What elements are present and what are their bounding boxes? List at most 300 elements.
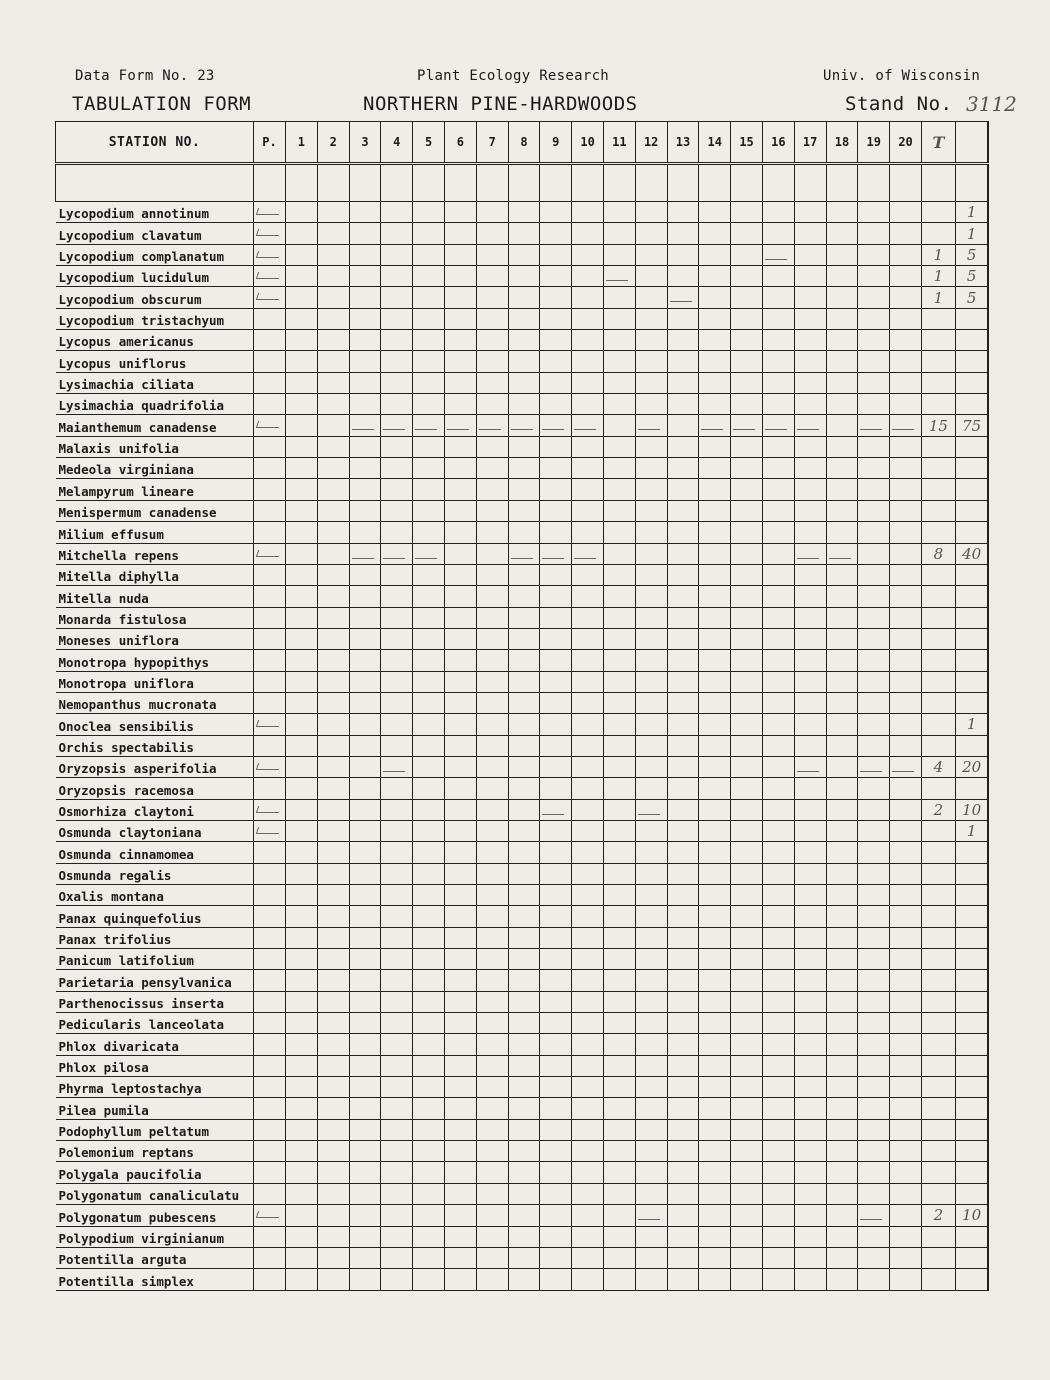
total-cell[interactable] (921, 1247, 955, 1268)
station-cell[interactable] (476, 1119, 508, 1140)
station-cell[interactable] (349, 607, 381, 628)
station-cell[interactable] (540, 1055, 572, 1076)
station-cell[interactable] (349, 202, 381, 223)
station-cell[interactable] (699, 628, 731, 649)
frequency-cell[interactable] (955, 692, 988, 713)
total-cell[interactable] (921, 202, 955, 223)
presence-cell[interactable] (254, 842, 286, 863)
station-cell[interactable] (444, 1119, 476, 1140)
station-cell[interactable] (476, 1183, 508, 1204)
frequency-cell[interactable] (955, 522, 988, 543)
station-cell[interactable] (572, 1098, 604, 1119)
station-cell[interactable] (858, 1247, 890, 1268)
station-cell[interactable] (731, 394, 763, 415)
station-cell[interactable] (635, 415, 667, 436)
station-cell[interactable] (413, 394, 445, 415)
station-cell[interactable] (794, 586, 826, 607)
presence-cell[interactable] (254, 1205, 286, 1226)
station-cell[interactable] (572, 671, 604, 692)
station-cell[interactable] (794, 330, 826, 351)
station-cell[interactable] (762, 735, 794, 756)
station-cell[interactable] (381, 970, 413, 991)
station-cell[interactable] (286, 949, 318, 970)
station-cell[interactable] (635, 1055, 667, 1076)
station-cell[interactable] (444, 1077, 476, 1098)
total-cell[interactable] (921, 885, 955, 906)
station-cell[interactable] (476, 244, 508, 265)
station-cell[interactable] (349, 778, 381, 799)
station-cell[interactable] (381, 906, 413, 927)
station-cell[interactable] (699, 1141, 731, 1162)
station-cell[interactable] (540, 628, 572, 649)
station-cell[interactable] (762, 863, 794, 884)
station-cell[interactable] (667, 522, 699, 543)
station-cell[interactable] (286, 1269, 318, 1290)
total-cell[interactable] (921, 650, 955, 671)
station-cell[interactable] (635, 714, 667, 735)
station-cell[interactable] (794, 1269, 826, 1290)
station-cell[interactable] (603, 1247, 635, 1268)
station-cell[interactable] (667, 1247, 699, 1268)
station-cell[interactable] (858, 586, 890, 607)
station-cell[interactable] (603, 628, 635, 649)
station-cell[interactable] (349, 372, 381, 393)
station-cell[interactable] (635, 842, 667, 863)
station-cell[interactable] (794, 671, 826, 692)
total-cell[interactable] (921, 607, 955, 628)
station-cell[interactable] (826, 287, 858, 308)
station-cell[interactable] (667, 756, 699, 777)
station-cell[interactable] (476, 351, 508, 372)
station-cell[interactable] (794, 735, 826, 756)
station-cell[interactable] (286, 1183, 318, 1204)
station-cell[interactable] (381, 607, 413, 628)
station-cell[interactable] (699, 1034, 731, 1055)
total-cell[interactable] (921, 308, 955, 329)
station-cell[interactable] (381, 223, 413, 244)
station-cell[interactable] (381, 436, 413, 457)
station-cell[interactable] (381, 479, 413, 500)
station-cell[interactable] (667, 671, 699, 692)
station-cell[interactable] (572, 778, 604, 799)
station-cell[interactable] (858, 1269, 890, 1290)
station-cell[interactable] (890, 564, 922, 585)
station-cell[interactable] (572, 543, 604, 564)
station-cell[interactable] (286, 927, 318, 948)
station-cell[interactable] (699, 842, 731, 863)
station-cell[interactable] (858, 330, 890, 351)
station-cell[interactable] (444, 436, 476, 457)
station-cell[interactable] (413, 671, 445, 692)
station-cell[interactable] (826, 372, 858, 393)
station-cell[interactable] (444, 586, 476, 607)
station-cell[interactable] (762, 436, 794, 457)
station-cell[interactable] (349, 1162, 381, 1183)
station-cell[interactable] (286, 372, 318, 393)
station-cell[interactable] (381, 564, 413, 585)
station-cell[interactable] (349, 266, 381, 287)
station-cell[interactable] (794, 714, 826, 735)
frequency-cell[interactable] (955, 436, 988, 457)
station-cell[interactable] (699, 1077, 731, 1098)
station-cell[interactable] (286, 543, 318, 564)
station-cell[interactable] (635, 394, 667, 415)
presence-cell[interactable] (254, 330, 286, 351)
station-cell[interactable] (603, 1141, 635, 1162)
frequency-cell[interactable] (955, 1141, 988, 1162)
station-cell[interactable] (508, 522, 540, 543)
station-cell[interactable] (603, 949, 635, 970)
station-cell[interactable] (413, 202, 445, 223)
station-cell[interactable] (731, 927, 763, 948)
frequency-cell[interactable] (955, 564, 988, 585)
station-cell[interactable] (731, 650, 763, 671)
station-cell[interactable] (890, 1119, 922, 1140)
station-cell[interactable] (444, 458, 476, 479)
station-cell[interactable] (572, 372, 604, 393)
station-cell[interactable] (508, 628, 540, 649)
station-cell[interactable] (444, 330, 476, 351)
station-cell[interactable] (317, 564, 349, 585)
station-cell[interactable] (699, 1013, 731, 1034)
station-cell[interactable] (540, 1077, 572, 1098)
station-cell[interactable] (890, 244, 922, 265)
station-cell[interactable] (858, 308, 890, 329)
station-cell[interactable] (444, 351, 476, 372)
frequency-cell[interactable] (955, 1098, 988, 1119)
station-cell[interactable] (444, 479, 476, 500)
station-cell[interactable] (603, 650, 635, 671)
station-cell[interactable] (540, 202, 572, 223)
station-cell[interactable] (699, 885, 731, 906)
frequency-cell[interactable] (955, 308, 988, 329)
station-cell[interactable] (762, 692, 794, 713)
station-cell[interactable] (572, 799, 604, 820)
station-cell[interactable] (762, 223, 794, 244)
station-cell[interactable] (381, 500, 413, 521)
total-cell[interactable]: 4 (921, 756, 955, 777)
presence-cell[interactable] (254, 351, 286, 372)
station-cell[interactable] (762, 500, 794, 521)
station-cell[interactable] (731, 1247, 763, 1268)
total-cell[interactable] (921, 863, 955, 884)
station-cell[interactable] (699, 778, 731, 799)
station-cell[interactable] (858, 500, 890, 521)
station-cell[interactable] (476, 714, 508, 735)
total-cell[interactable] (921, 330, 955, 351)
station-cell[interactable] (508, 308, 540, 329)
station-cell[interactable] (731, 1098, 763, 1119)
station-cell[interactable] (826, 351, 858, 372)
station-cell[interactable] (762, 522, 794, 543)
station-cell[interactable] (826, 330, 858, 351)
frequency-cell[interactable]: 5 (955, 244, 988, 265)
total-cell[interactable] (921, 458, 955, 479)
station-cell[interactable] (349, 458, 381, 479)
presence-cell[interactable] (254, 479, 286, 500)
station-cell[interactable] (381, 692, 413, 713)
station-cell[interactable] (572, 351, 604, 372)
station-cell[interactable] (540, 991, 572, 1012)
station-cell[interactable] (794, 1226, 826, 1247)
frequency-cell[interactable]: 20 (955, 756, 988, 777)
station-cell[interactable] (476, 1162, 508, 1183)
station-cell[interactable] (349, 287, 381, 308)
station-cell[interactable] (667, 650, 699, 671)
station-cell[interactable] (413, 1013, 445, 1034)
station-cell[interactable] (858, 799, 890, 820)
station-cell[interactable] (413, 1162, 445, 1183)
station-cell[interactable] (317, 266, 349, 287)
station-cell[interactable] (858, 1183, 890, 1204)
station-cell[interactable] (540, 1119, 572, 1140)
station-cell[interactable] (731, 714, 763, 735)
station-cell[interactable] (572, 1119, 604, 1140)
station-cell[interactable] (476, 650, 508, 671)
station-cell[interactable] (572, 906, 604, 927)
station-cell[interactable] (349, 522, 381, 543)
station-cell[interactable] (731, 1034, 763, 1055)
station-cell[interactable] (476, 522, 508, 543)
frequency-cell[interactable] (955, 479, 988, 500)
presence-cell[interactable] (254, 1098, 286, 1119)
station-cell[interactable] (508, 927, 540, 948)
presence-cell[interactable] (254, 458, 286, 479)
station-cell[interactable] (444, 1034, 476, 1055)
frequency-cell[interactable] (955, 927, 988, 948)
station-cell[interactable] (762, 1141, 794, 1162)
station-cell[interactable] (508, 991, 540, 1012)
station-cell[interactable] (540, 586, 572, 607)
station-cell[interactable] (572, 991, 604, 1012)
total-cell[interactable] (921, 991, 955, 1012)
station-cell[interactable] (667, 394, 699, 415)
station-cell[interactable] (540, 266, 572, 287)
station-cell[interactable] (667, 778, 699, 799)
station-cell[interactable] (413, 458, 445, 479)
frequency-cell[interactable] (955, 586, 988, 607)
station-cell[interactable] (381, 394, 413, 415)
station-cell[interactable] (349, 799, 381, 820)
station-cell[interactable] (572, 1269, 604, 1290)
station-cell[interactable] (572, 266, 604, 287)
station-cell[interactable] (635, 479, 667, 500)
station-cell[interactable] (413, 906, 445, 927)
presence-cell[interactable] (254, 885, 286, 906)
station-cell[interactable] (603, 394, 635, 415)
station-cell[interactable] (794, 500, 826, 521)
station-cell[interactable] (444, 927, 476, 948)
station-cell[interactable] (858, 1205, 890, 1226)
station-cell[interactable] (890, 543, 922, 564)
station-cell[interactable] (476, 906, 508, 927)
station-cell[interactable] (413, 1247, 445, 1268)
station-cell[interactable] (317, 586, 349, 607)
station-cell[interactable] (762, 1013, 794, 1034)
station-cell[interactable] (603, 244, 635, 265)
station-cell[interactable] (286, 308, 318, 329)
station-cell[interactable] (890, 885, 922, 906)
station-cell[interactable] (762, 778, 794, 799)
station-cell[interactable] (444, 372, 476, 393)
station-cell[interactable] (349, 714, 381, 735)
station-cell[interactable] (826, 308, 858, 329)
station-cell[interactable] (508, 479, 540, 500)
station-cell[interactable] (286, 394, 318, 415)
station-cell[interactable] (794, 1247, 826, 1268)
station-cell[interactable] (635, 1247, 667, 1268)
station-cell[interactable] (794, 1205, 826, 1226)
station-cell[interactable] (731, 1055, 763, 1076)
station-cell[interactable] (635, 1141, 667, 1162)
station-cell[interactable] (476, 308, 508, 329)
station-cell[interactable] (508, 949, 540, 970)
station-cell[interactable] (317, 351, 349, 372)
station-cell[interactable] (890, 607, 922, 628)
station-cell[interactable] (794, 927, 826, 948)
station-cell[interactable] (413, 714, 445, 735)
frequency-cell[interactable]: 10 (955, 799, 988, 820)
station-cell[interactable] (699, 500, 731, 521)
station-cell[interactable] (413, 479, 445, 500)
station-cell[interactable] (381, 458, 413, 479)
station-cell[interactable] (508, 458, 540, 479)
station-cell[interactable] (603, 1269, 635, 1290)
total-cell[interactable]: 1 (921, 266, 955, 287)
station-cell[interactable] (286, 586, 318, 607)
station-cell[interactable] (381, 586, 413, 607)
station-cell[interactable] (667, 1162, 699, 1183)
frequency-cell[interactable] (955, 1013, 988, 1034)
station-cell[interactable] (508, 607, 540, 628)
station-cell[interactable] (381, 735, 413, 756)
station-cell[interactable] (349, 415, 381, 436)
station-cell[interactable] (603, 1013, 635, 1034)
station-cell[interactable] (508, 500, 540, 521)
station-cell[interactable] (349, 1098, 381, 1119)
station-cell[interactable] (444, 949, 476, 970)
station-cell[interactable] (731, 564, 763, 585)
station-cell[interactable] (349, 1183, 381, 1204)
station-cell[interactable] (858, 778, 890, 799)
station-cell[interactable] (667, 949, 699, 970)
station-cell[interactable] (317, 714, 349, 735)
presence-cell[interactable] (254, 650, 286, 671)
total-cell[interactable]: 2 (921, 1205, 955, 1226)
total-cell[interactable] (921, 671, 955, 692)
station-cell[interactable] (762, 628, 794, 649)
station-cell[interactable] (890, 1141, 922, 1162)
station-cell[interactable] (826, 628, 858, 649)
station-cell[interactable] (540, 522, 572, 543)
station-cell[interactable] (317, 223, 349, 244)
station-cell[interactable] (540, 1162, 572, 1183)
presence-cell[interactable] (254, 906, 286, 927)
station-cell[interactable] (603, 1205, 635, 1226)
station-cell[interactable] (890, 692, 922, 713)
station-cell[interactable] (890, 202, 922, 223)
station-cell[interactable] (572, 500, 604, 521)
station-cell[interactable] (476, 223, 508, 244)
station-cell[interactable] (603, 820, 635, 841)
station-cell[interactable] (540, 1205, 572, 1226)
station-cell[interactable] (890, 351, 922, 372)
station-cell[interactable] (540, 735, 572, 756)
station-cell[interactable] (858, 756, 890, 777)
station-cell[interactable] (762, 266, 794, 287)
station-cell[interactable] (699, 458, 731, 479)
frequency-cell[interactable]: 10 (955, 1205, 988, 1226)
station-cell[interactable] (731, 970, 763, 991)
station-cell[interactable] (890, 436, 922, 457)
frequency-cell[interactable] (955, 628, 988, 649)
station-cell[interactable] (762, 671, 794, 692)
station-cell[interactable] (826, 522, 858, 543)
station-cell[interactable] (794, 607, 826, 628)
station-cell[interactable] (381, 1055, 413, 1076)
station-cell[interactable] (699, 479, 731, 500)
frequency-cell[interactable] (955, 372, 988, 393)
station-cell[interactable] (635, 500, 667, 521)
station-cell[interactable] (349, 735, 381, 756)
station-cell[interactable] (667, 500, 699, 521)
station-cell[interactable] (858, 714, 890, 735)
station-cell[interactable] (603, 885, 635, 906)
station-cell[interactable] (572, 1205, 604, 1226)
station-cell[interactable] (826, 1141, 858, 1162)
station-cell[interactable] (858, 1119, 890, 1140)
total-cell[interactable] (921, 1077, 955, 1098)
station-cell[interactable] (540, 458, 572, 479)
station-cell[interactable] (349, 991, 381, 1012)
station-cell[interactable] (794, 628, 826, 649)
frequency-cell[interactable] (955, 991, 988, 1012)
station-cell[interactable] (476, 778, 508, 799)
station-cell[interactable] (667, 308, 699, 329)
station-cell[interactable] (286, 330, 318, 351)
station-cell[interactable] (476, 970, 508, 991)
station-cell[interactable] (762, 1077, 794, 1098)
station-cell[interactable] (794, 522, 826, 543)
station-cell[interactable] (699, 671, 731, 692)
station-cell[interactable] (635, 885, 667, 906)
station-cell[interactable] (286, 1119, 318, 1140)
station-cell[interactable] (794, 202, 826, 223)
station-cell[interactable] (858, 650, 890, 671)
station-cell[interactable] (794, 1119, 826, 1140)
station-cell[interactable] (667, 863, 699, 884)
station-cell[interactable] (444, 543, 476, 564)
station-cell[interactable] (603, 372, 635, 393)
station-cell[interactable] (476, 500, 508, 521)
station-cell[interactable] (381, 1119, 413, 1140)
station-cell[interactable] (635, 564, 667, 585)
station-cell[interactable] (667, 1141, 699, 1162)
station-cell[interactable] (699, 330, 731, 351)
total-cell[interactable] (921, 1098, 955, 1119)
station-cell[interactable] (858, 927, 890, 948)
station-cell[interactable] (858, 351, 890, 372)
station-cell[interactable] (349, 1119, 381, 1140)
station-cell[interactable] (890, 1226, 922, 1247)
total-cell[interactable] (921, 906, 955, 927)
station-cell[interactable] (349, 543, 381, 564)
station-cell[interactable] (858, 628, 890, 649)
frequency-cell[interactable] (955, 906, 988, 927)
presence-cell[interactable] (254, 991, 286, 1012)
station-cell[interactable] (667, 906, 699, 927)
station-cell[interactable] (317, 970, 349, 991)
